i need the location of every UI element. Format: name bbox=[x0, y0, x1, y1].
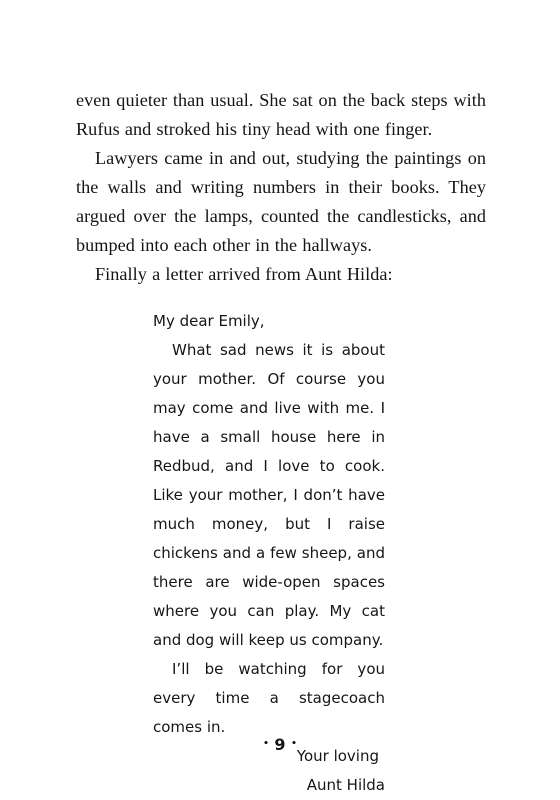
letter-closing: Your loving bbox=[296, 747, 379, 765]
paragraph-letter-intro: Finally a letter arrived from Aunt Hilda: bbox=[95, 264, 393, 284]
letter-paragraph-watching: I’ll be watching for you every time a stagecoach comes in. bbox=[153, 660, 385, 736]
narrative-text bbox=[76, 86, 486, 289]
page-number bbox=[0, 735, 560, 756]
letter-salutation: My dear Emily, bbox=[153, 312, 265, 330]
ornament-dot-left: • bbox=[263, 738, 269, 749]
ornament-dot-right: • bbox=[291, 738, 297, 749]
letter-signature: Aunt Hilda bbox=[306, 776, 385, 794]
letter-paragraph-main: What sad news it is about your mother. Of course you may come and live with me. I have a small house here in Redbud, and I love to cook. Like your mother, I don’t have much money, but I raise chickens and a few sheep, and there are wide-open spaces where you can play. My cat and dog will keep us company. bbox=[153, 341, 385, 649]
paragraph-lawyers: Lawyers came in and out, studying the paintings on the walls and writing numbers in their books. They argued over the lamps, counted the candlesticks, and bumped into each other in the hallways. bbox=[76, 148, 486, 255]
page-number-value: 9 bbox=[274, 735, 286, 754]
paragraph-continuation: even quieter than usual. She sat on the back steps with Rufus and stroked his tiny head with one finger. bbox=[76, 90, 486, 139]
letter-from-aunt-hilda bbox=[153, 307, 385, 800]
